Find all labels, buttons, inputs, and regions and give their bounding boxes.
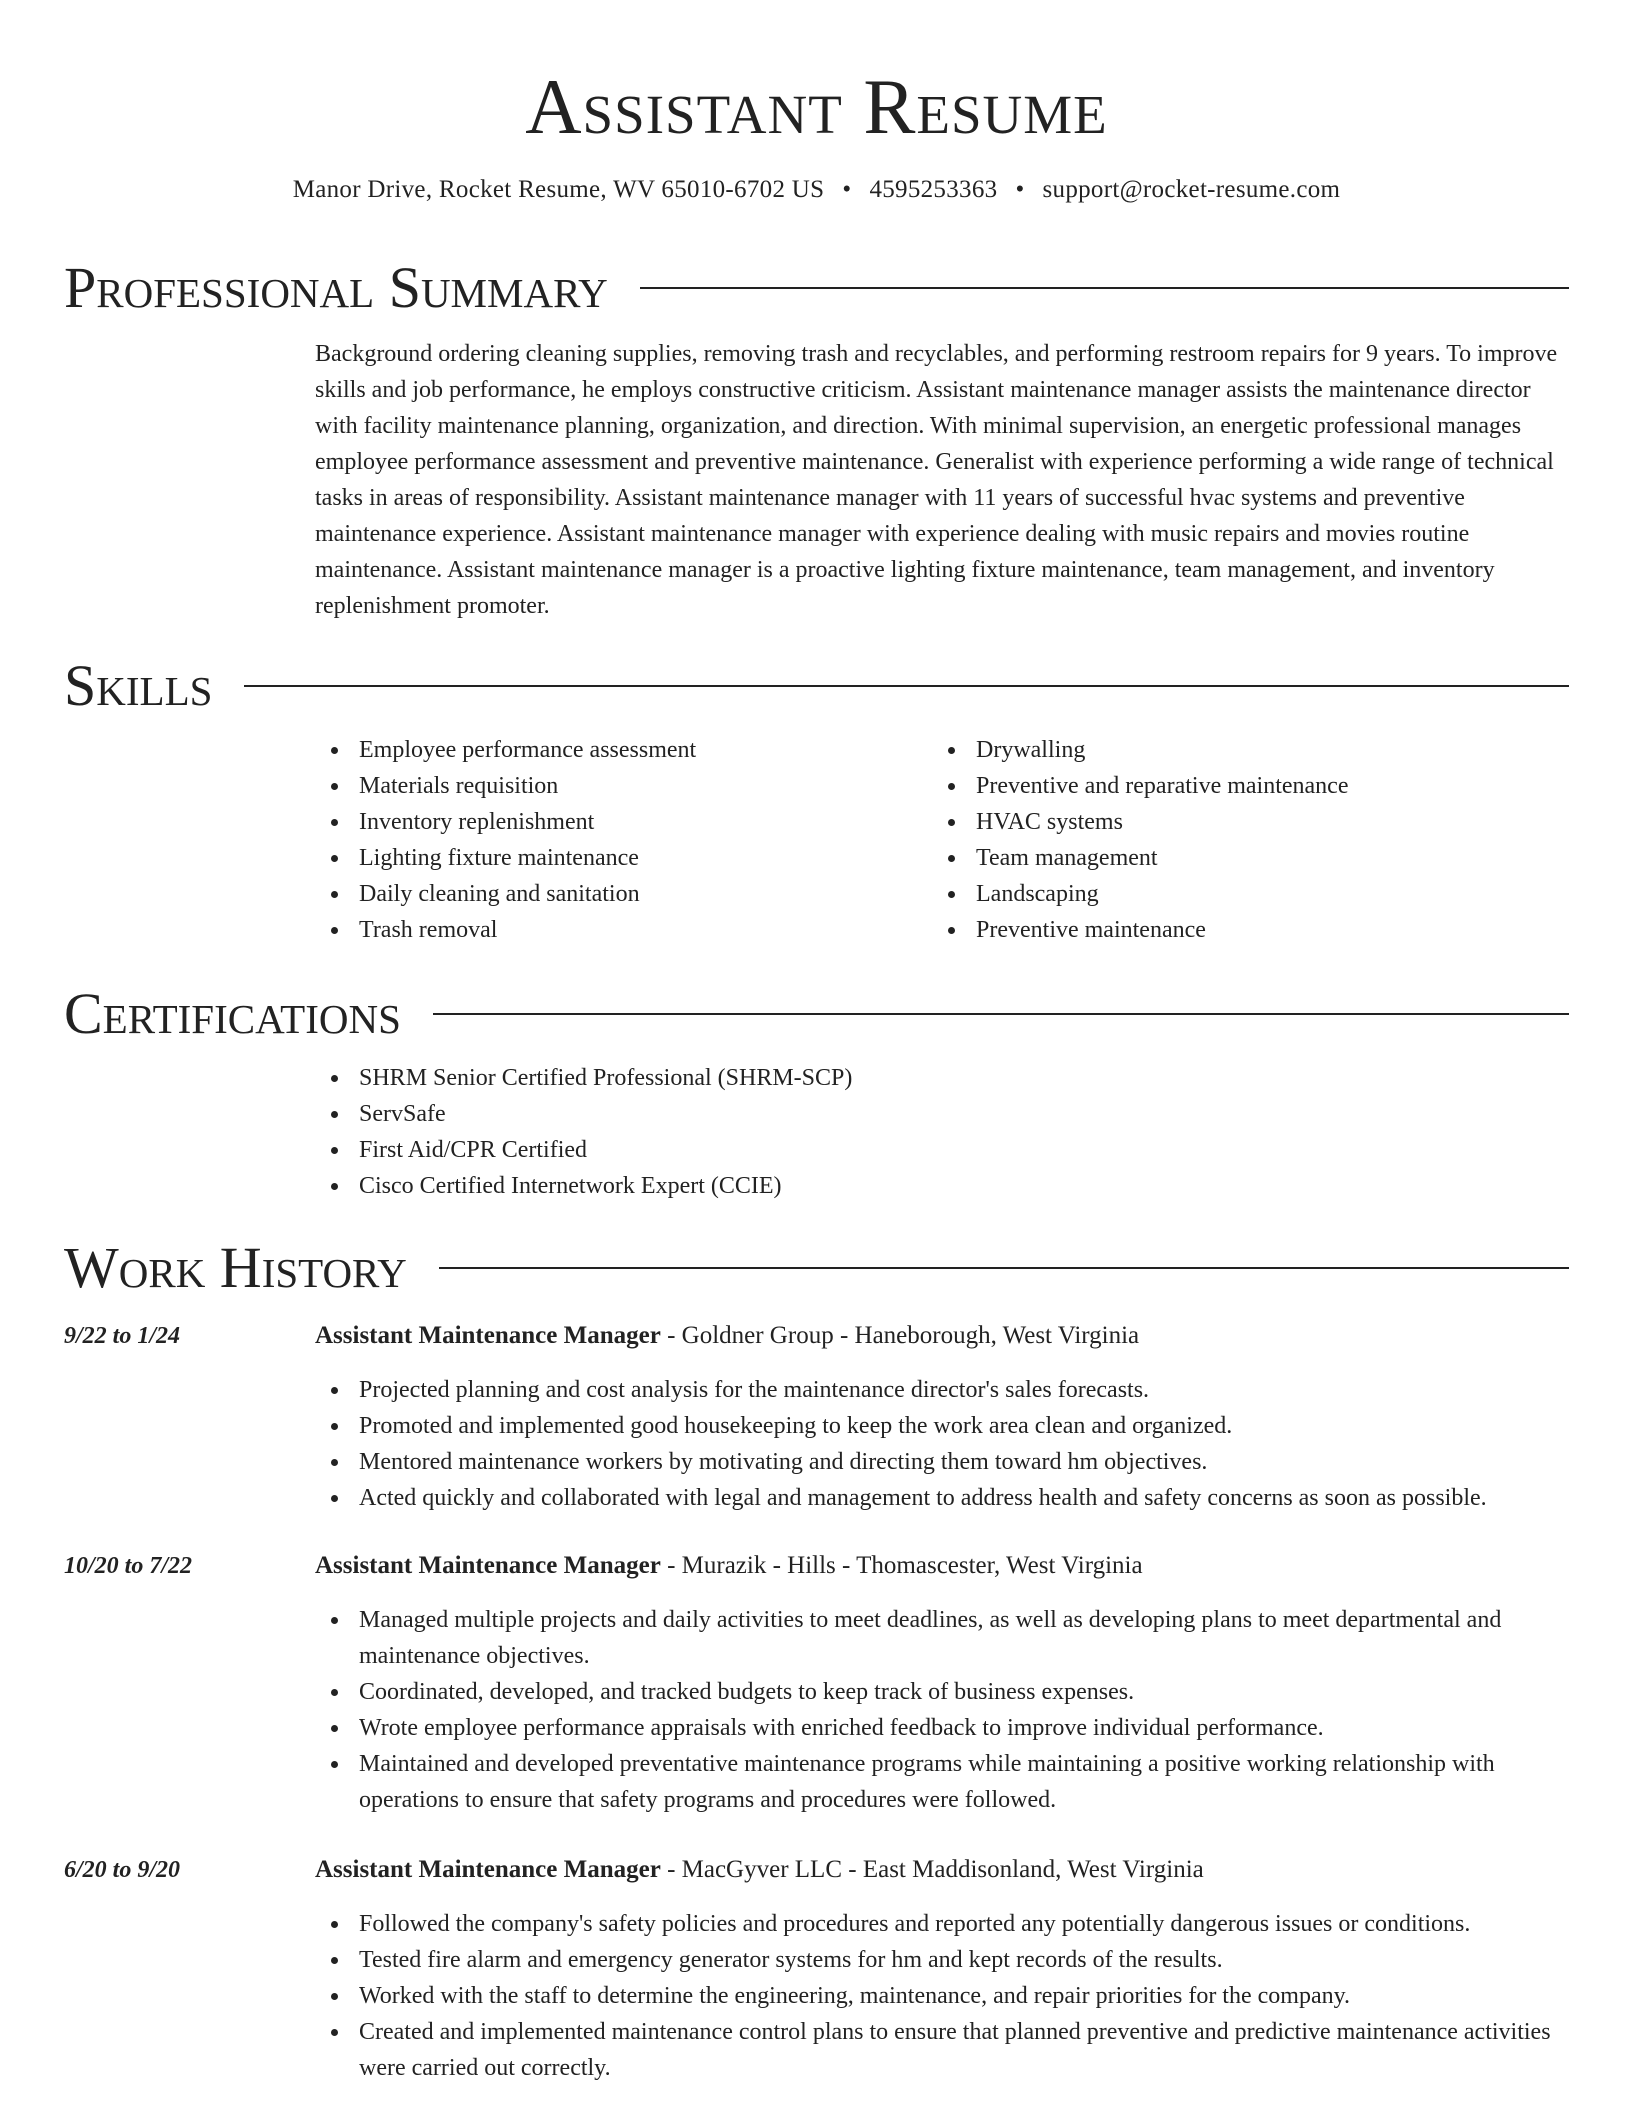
resume-title: Assistant Resume <box>525 63 1108 150</box>
certification-item: ServSafe <box>315 1096 1515 1132</box>
resume-page <box>64 0 1569 2081</box>
work-heading: Work History <box>64 1235 407 1300</box>
skill-item: Inventory replenishment <box>315 804 915 840</box>
job-bullet: Projected planning and cost analysis for the maintenance director's sales forecasts. <box>315 1372 1555 1408</box>
job-bullet: Wrote employee performance appraisals with enriched feedback to improve individual performance. <box>315 1710 1555 1746</box>
skills-section-header <box>64 654 1569 718</box>
certification-item: SHRM Senior Certified Professional (SHRM-SCP) <box>315 1060 1515 1096</box>
job-bullets <box>315 1602 1555 1818</box>
job-bullets <box>315 1372 1555 1516</box>
section-divider <box>640 287 1569 289</box>
job-role: Assistant Maintenance Manager <box>315 1552 661 1579</box>
job-dates: 9/22 to 1/24 <box>64 1323 181 1349</box>
job-company: - Goldner Group - Haneborough, West Virginia <box>660 1322 1140 1349</box>
skill-item: Drywalling <box>932 732 1532 768</box>
summary-section-header <box>64 256 1569 320</box>
job-bullet: Acted quickly and collaborated with legal and management to address health and safety concerns as soon as possible. <box>315 1480 1555 1516</box>
job-bullet: Coordinated, developed, and tracked budgets to keep track of business expenses. <box>315 1674 1555 1710</box>
contact-separator: • <box>842 176 852 203</box>
certifications-section-header <box>64 982 1569 1046</box>
summary-text: Background ordering cleaning supplies, removing trash and recyclables, and performing restroom repairs for 9 years. To improve skills and job performance, he employs constructive criticism. Assistant maintenance manager assists the maintenance director with facility maintenance planning, organization, and direction. With minimal supervision, an energetic professional manages employee performance assessment and preventive maintenance. Generalist with experience performing a wide range of technical tasks in areas of responsibility. Assistant maintenance manager with 11 years of successful hvac systems and preventive maintenance experience. Assistant maintenance manager with experience dealing with music repairs and movies routine maintenance. Assistant maintenance manager is a proactive lighting fixture maintenance, team management, and inventory replenishment promoter. <box>315 341 1558 619</box>
contact-separator: • <box>1015 176 1025 203</box>
contact-phone: 4595253363 <box>869 176 998 203</box>
skills-list-left <box>315 732 915 948</box>
skill-item: Landscaping <box>932 876 1532 912</box>
job-bullets <box>315 1906 1555 2086</box>
certification-item: Cisco Certified Internetwork Expert (CCIE) <box>315 1168 1515 1204</box>
work-section-header <box>64 1236 1569 1300</box>
job-bullet: Mentored maintenance workers by motivating and directing them toward hm objectives. <box>315 1444 1555 1480</box>
job-bullet: Tested fire alarm and emergency generator systems for hm and kept records of the results. <box>315 1942 1555 1978</box>
job-bullet: Managed multiple projects and daily activities to meet deadlines, as well as developing plans to meet departmental and maintenance objectives. <box>315 1602 1555 1674</box>
summary-heading: Professional Summary <box>64 255 608 320</box>
job-company: - Murazik - Hills - Thomascester, West Virginia <box>660 1552 1143 1579</box>
contact-address: Manor Drive, Rocket Resume, WV 65010-6702 US <box>292 176 825 203</box>
skill-item: HVAC systems <box>932 804 1532 840</box>
certifications-heading: Certifications <box>64 981 401 1046</box>
job-header <box>315 1852 1204 1888</box>
job-bullet: Worked with the staff to determine the engineering, maintenance, and repair priorities for the company. <box>315 1978 1555 2014</box>
skill-item: Preventive maintenance <box>932 912 1532 948</box>
job-bullet: Followed the company's safety policies and procedures and reported any potentially dangerous issues or conditions. <box>315 1906 1555 1942</box>
skills-heading: Skills <box>64 653 213 718</box>
skill-item: Preventive and reparative maintenance <box>932 768 1532 804</box>
skills-list-right <box>932 732 1532 948</box>
skill-item: Lighting fixture maintenance <box>315 840 915 876</box>
job-role: Assistant Maintenance Manager <box>315 1322 661 1349</box>
job-header <box>315 1318 1139 1354</box>
job-dates: 6/20 to 9/20 <box>64 1857 181 1883</box>
job-header <box>315 1548 1143 1584</box>
skill-item: Team management <box>932 840 1532 876</box>
job-bullet: Created and implemented maintenance control plans to ensure that planned preventive and predictive maintenance activities were carried out correctly. <box>315 2014 1555 2086</box>
job-bullet: Maintained and developed preventative maintenance programs while maintaining a positive working relationship with operations to ensure that safety programs and procedures were followed. <box>315 1746 1555 1818</box>
section-divider <box>244 685 1569 687</box>
job-role: Assistant Maintenance Manager <box>315 1856 661 1883</box>
certification-item: First Aid/CPR Certified <box>315 1132 1515 1168</box>
contact-email: support@rocket-resume.com <box>1042 176 1341 203</box>
section-divider <box>433 1013 1569 1015</box>
skill-item: Daily cleaning and sanitation <box>315 876 915 912</box>
job-bullet: Promoted and implemented good housekeeping to keep the work area clean and organized. <box>315 1408 1555 1444</box>
certifications-list <box>315 1060 1515 1204</box>
skill-item: Materials requisition <box>315 768 915 804</box>
job-company: - MacGyver LLC - East Maddisonland, West Virginia <box>660 1856 1204 1883</box>
skill-item: Trash removal <box>315 912 915 948</box>
job-dates: 10/20 to 7/22 <box>64 1553 193 1579</box>
contact-line <box>64 172 1569 208</box>
section-divider <box>439 1267 1569 1269</box>
skill-item: Employee performance assessment <box>315 732 915 768</box>
